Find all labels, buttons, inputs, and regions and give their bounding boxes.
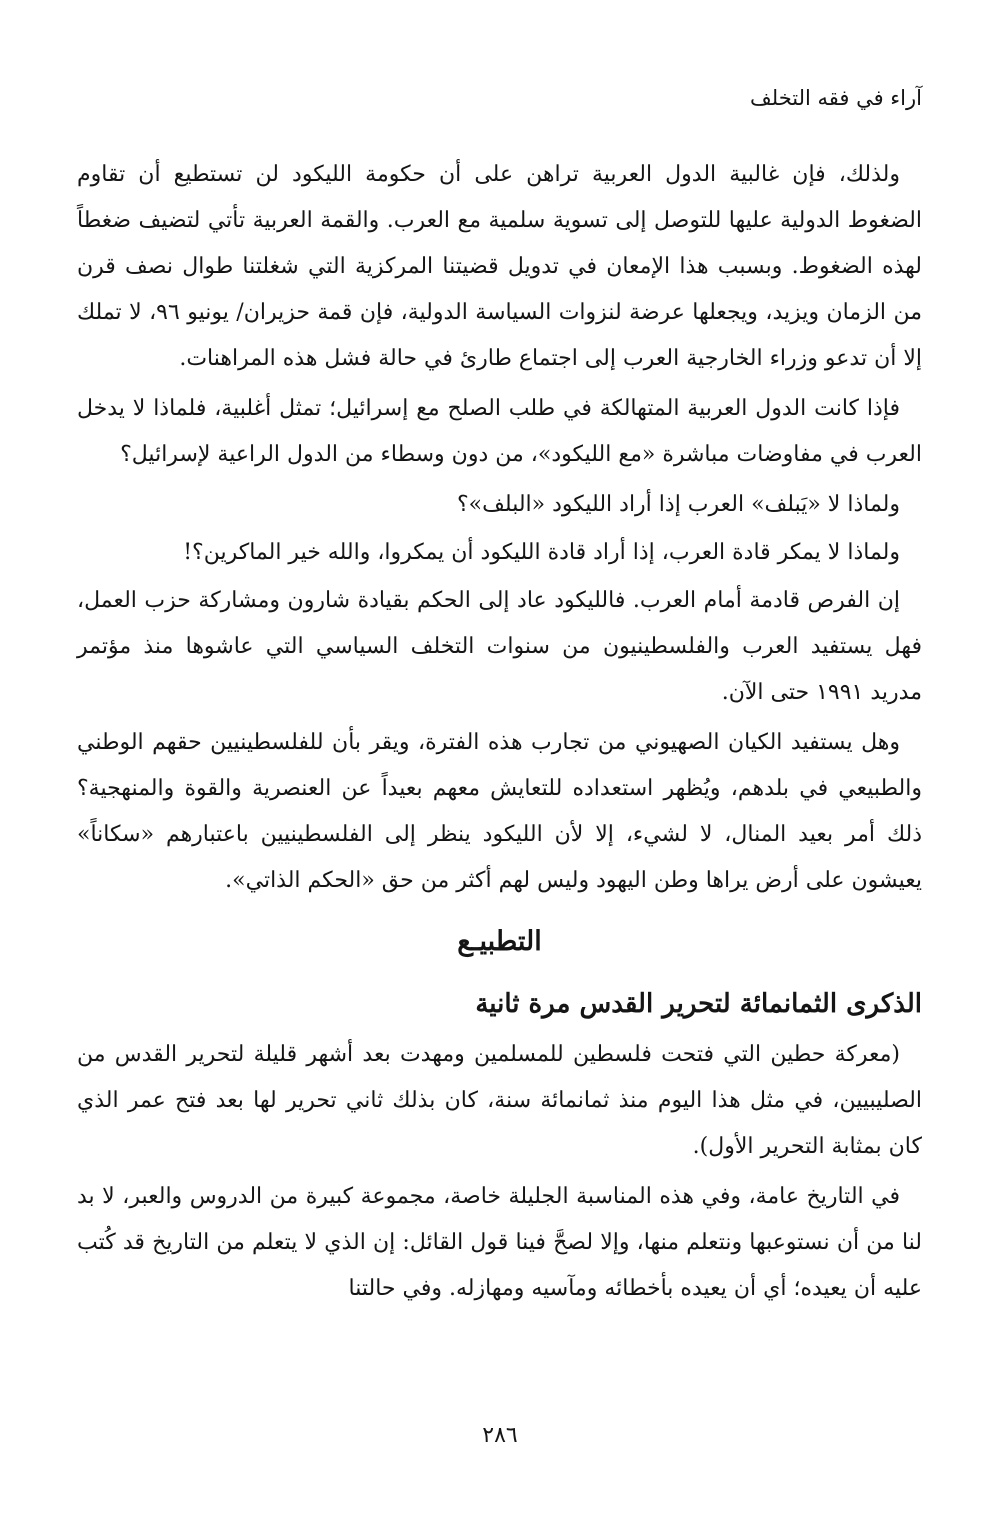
page-number: ٢٨٦ xyxy=(482,1423,518,1448)
running-header: آراء في فقه التخلف xyxy=(750,86,922,110)
section-heading: التطبيـع xyxy=(457,926,542,957)
paragraph: في التاريخ عامة، وفي هذه المناسبة الجليلة خاصة، مجموعة كبيرة من الدروس والعبر، لا بد لنا من أن نستوعبها ونتعلم منها، وإلا لصحَّ فينا قول القائل: إن الذي لا يتعلم من التاريخ قد كُتب عليه أن يعيده؛ أي أن يعيده بأخطائه ومآسيه ومهازله. وفي حالتنا xyxy=(77,1184,922,1301)
page-body xyxy=(77,152,922,1316)
paragraph: ولذلك، فإن غالبية الدول العربية تراهن على أن حكومة الليكود لن تستطيع أن تقاوم الضغوط الدولية عليها للتوصل إلى تسوية سلمية مع العرب. والقمة العربية تأتي لتضيف ضغطاً لهذه الضغوط. وبسبب هذا الإمعان في تدويل قضيتنا المركزية التي شغلتنا طوال نصف قرن من الزمان ويزيد، ويجعلها عرضة لنزوات السياسة الدولية، فإن قمة حزيران/ يونيو ٩٦، لا تملك إلا أن تدعو وزراء الخارجية العرب إلى اجتماع طارئ في حالة فشل هذه المراهنات. xyxy=(77,162,922,371)
paragraph: وهل يستفيد الكيان الصهيوني من تجارب هذه الفترة، ويقر بأن للفلسطينيين حقهم الوطني والطبيعي في بلدهم، ويُظهر استعداده للتعايش معهم بعيداً عن العنصرية والقوة والمنهجية؟ ذلك أمر بعيد المنال، لا لشيء، إلا لأن الليكود ينظر إلى الفلسطينيين باعتبارهم «سكاناً» يعيشون على أرض يراها وطن اليهود وليس لهم أكثر من حق «الحكم الذاتي». xyxy=(77,730,922,893)
paragraph: (معركة حطين التي فتحت فلسطين للمسلمين ومهدت بعد أشهر قليلة لتحرير القدس من الصليبيين، في مثل هذا اليوم منذ ثمانمائة سنة، كان بذلك ثاني تحرير لها بعد فتح عمر الذي كان بمثابة التحرير الأول). xyxy=(77,1042,922,1159)
subsection-heading: الذكرى الثمانمائة لتحرير القدس مرة ثانية xyxy=(475,989,922,1019)
paragraph: فإذا كانت الدول العربية المتهالكة في طلب الصلح مع إسرائيل؛ تمثل أغلبية، فلماذا لا يدخل العرب في مفاوضات مباشرة «مع الليكود»، من دون وسطاء من الدول الراعية لإسرائيل؟ xyxy=(77,396,922,467)
paragraph: إن الفرص قادمة أمام العرب. فالليكود عاد إلى الحكم بقيادة شارون ومشاركة حزب العمل، فهل يستفيد العرب والفلسطينيون من سنوات التخلف السياسي التي عاشوها منذ مؤتمر مدريد ١٩٩١ حتى الآن. xyxy=(77,588,922,705)
paragraph: ولماذا لا يمكر قادة العرب، إذا أراد قادة الليكود أن يمكروا، والله خير الماكرين؟! xyxy=(183,540,900,565)
paragraph: ولماذا لا «يَبلف» العرب إذا أراد الليكود «البلف»؟ xyxy=(457,492,900,517)
